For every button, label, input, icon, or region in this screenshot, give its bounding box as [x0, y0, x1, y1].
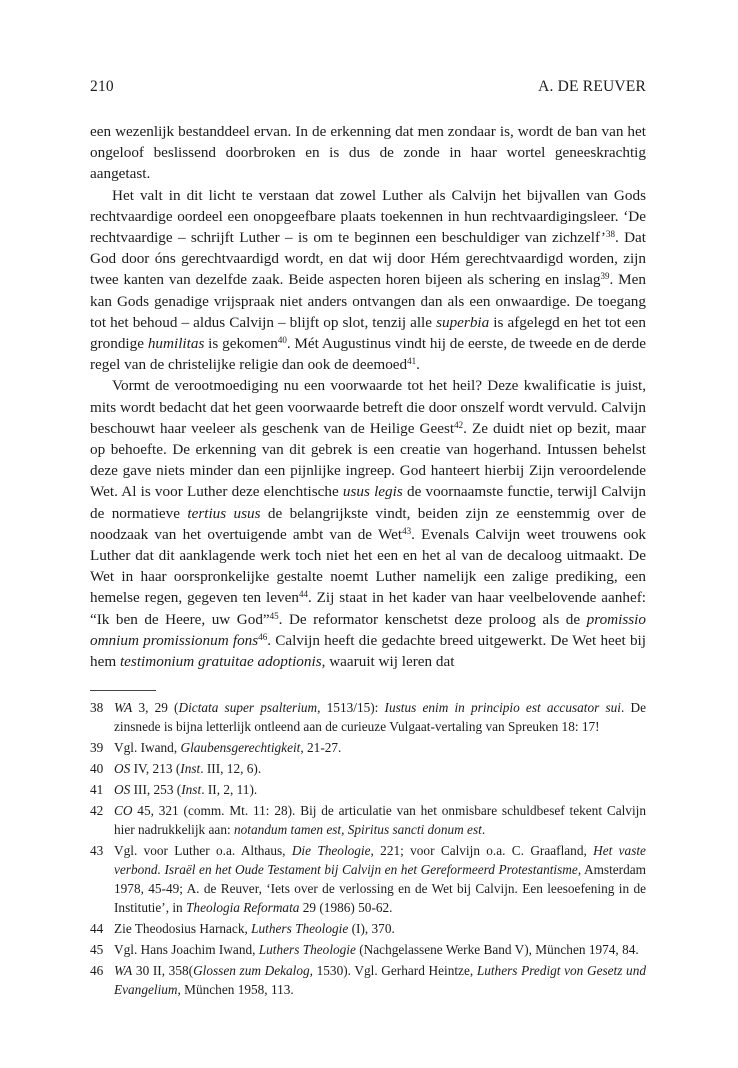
footnote [90, 780, 646, 799]
text-run: Het valt in dit licht te verstaan dat zowel Luther als Calvijn het bijvallen van Gods rechtvaardige oordeel een onopgeefbare plaats toekennen in hun rechtvaardigingsleer. ‘De rechtvaardige – schrijft Luther – is om te beginnen een beschuldiger van zichzelf’ [90, 186, 646, 247]
text-run: Zie Theodosius Harnack, [114, 921, 252, 936]
text-run: . Evenals Calvijn weet trouwens ook Luther dat dit aanklagende werk toch niet het een en het al van de decaloog uitmaakt. De Wet in haar oorspronkelijke gestalte noemt Luther namelijk een zalige prediking, een hemelse regen, gegeven ten leven [90, 525, 647, 607]
italic-text: Die Theologie [291, 843, 371, 858]
footnote [90, 940, 646, 959]
footnote-ref: 39 [600, 271, 610, 282]
text-run: 45, 321 (comm. Mt. 11: 28). Bij de articulatie van het onmisbare schuldbesef tekent Calvijn hier nadrukkelijk aan: [114, 803, 646, 837]
footnote [90, 759, 646, 778]
footnote-number: 43 [90, 843, 104, 858]
text-run: , 1530). Vgl. Gerhard Heintze, [309, 963, 477, 978]
italic-text: Inst [180, 761, 201, 776]
text-run: . Ze duidt niet op bezit, maar op behoefte. De erkenning van dit gebrek is een creatie van hogerhand. Intussen behelst deze gave niets minder dan een pijnlijke ingreep. God hanteert hierbij Zijn veroordelende Wet. Al is voor Luther deze elenchtische [90, 419, 646, 501]
text-run: (Nachgelassene Werke Band V), München 1974, 84. [355, 942, 639, 957]
footnote-number: 44 [90, 921, 104, 936]
footnote-ref: 44 [298, 589, 308, 600]
text-run: Vgl. voor Luther o.a. Althaus, [114, 843, 292, 858]
footnote-ref: 43 [402, 525, 412, 536]
italic-text: Luthers Theologie [258, 942, 356, 957]
text-run: Vormt de verootmoediging nu een voorwaarde tot het heil? Deze kwalificatie is juist, mits wordt bedacht dat het geen voorwaarde betreft die door onszelf wordt vervuld. Calvijn beschouwt haar veeleer als geschenk van de Heilige Geest [90, 377, 646, 437]
text-run: . [416, 356, 420, 374]
footnote-ref: 42 [454, 419, 464, 430]
paragraph [90, 121, 646, 185]
footnote-ref: 38 [605, 229, 615, 240]
italic-text: Het vaste verbond. Israël en het Oude Testament bij Calvijn en het Gereformeerd Protestantisme [114, 843, 646, 877]
text-run: . De reformator kenschetst deze proloog als de [278, 610, 587, 628]
footnote [90, 841, 646, 917]
text-run: de belangrijkste vindt, beiden zijn ze eenstemmig over de noodzaak van het overtuigende ambt van de Wet [90, 504, 647, 543]
running-header [90, 78, 646, 100]
italic-text: WA [114, 963, 133, 978]
footnote-number: 40 [90, 761, 104, 776]
text-run: is gekomen [204, 335, 278, 353]
italic-text: Theologia Reformata [186, 900, 300, 915]
text-run: , 21-27. [300, 740, 342, 755]
footnote-number: 42 [90, 803, 104, 818]
running-head-author: A. DE REUVER [538, 78, 646, 95]
text-run: . III, 12, 6). [200, 761, 262, 776]
italic-text: Dictata super psalterium [178, 700, 318, 715]
footnote [90, 919, 646, 938]
italic-text: tertius usus [187, 504, 261, 522]
footnote-ref: 41 [407, 356, 417, 367]
text-run: . Mét Augustinus vindt hij de eerste, de tweede en de derde regel van de christelijke religie dan ook de deemoed [90, 335, 646, 374]
footnote-ref: 40 [277, 335, 287, 346]
footnote-separator [90, 690, 156, 691]
footnote-number: 45 [90, 942, 104, 957]
text-run: 30 II, 358( [132, 963, 194, 978]
footnotes [90, 698, 646, 1001]
italic-text: superbia [436, 313, 490, 331]
text-run: , Amsterdam 1978, 45-49; A. de Reuver, ‘Iets over de verlossing en de Wet bij Calvijn. Een leesoefening in de Institutie’, in [114, 862, 647, 915]
text-run: . Zij staat in het kader van haar veelbelovende aanhef: “Ik ben de Heere, uw God” [90, 589, 646, 628]
italic-text: Iustus enim in principio est accusator sui [384, 700, 621, 715]
footnote [90, 698, 646, 736]
italic-text: OS [114, 782, 131, 797]
text-run: IV, 213 ( [130, 761, 181, 776]
italic-text: Luthers Theologie [251, 921, 349, 936]
italic-text: Glaubensgerechtigkeit [180, 740, 301, 755]
text-run: . [481, 822, 486, 837]
footnote-number: 46 [90, 963, 104, 978]
text-run: . Dat God door óns gerechtvaardigd wordt, en dat wij door Hém gerechtvaardigd worden, zijn twee kanten van dezelfde zaak. Beide aspecten horen bijeen als schering en inslag [90, 229, 647, 289]
text-run: Vgl. Iwand, [114, 740, 181, 755]
text-run: , waaruit wij leren dat [321, 653, 455, 671]
footnote-number: 39 [90, 740, 104, 755]
footnote [90, 961, 646, 999]
text-run: 3, 29 ( [132, 700, 179, 715]
italic-text: Inst [181, 782, 202, 797]
text-run: Vgl. Hans Joachim Iwand, [114, 942, 259, 957]
text-run: 29 (1986) 50-62. [299, 900, 393, 915]
italic-text: usus legis [342, 483, 403, 501]
text-run: . II, 2, 11). [201, 782, 258, 797]
footnote [90, 801, 646, 839]
paragraph [90, 375, 646, 672]
text-run: de voornaamste functie, terwijl Calvijn de normatieve [90, 483, 646, 522]
italic-text: humilitas [147, 335, 205, 353]
main-text [90, 121, 646, 672]
footnote-ref: 45 [269, 610, 279, 621]
footnote-ref: 46 [258, 631, 268, 642]
text-run: , 221; voor Calvijn o.a. C. Graafland, [370, 843, 594, 858]
text-run: is afgelegd en het tot een grondige [90, 313, 646, 353]
paragraph [90, 185, 646, 376]
footnote [90, 738, 646, 757]
italic-text: notandum tamen est, Spiritus sancti donum est [234, 822, 482, 837]
page-number: 210 [90, 78, 114, 95]
italic-text: OS [114, 761, 131, 776]
italic-text: WA [114, 700, 133, 715]
italic-text: testimonium gratuitae adoptionis [119, 653, 322, 671]
text-run: III, 253 ( [130, 782, 182, 797]
italic-text: promissio omnium promissionum fons [90, 610, 646, 649]
text-run: , 1513/15): [317, 700, 385, 715]
italic-text: Glossen zum Dekalog [193, 963, 310, 978]
italic-text: CO [114, 803, 133, 818]
footnote-number: 38 [90, 700, 104, 715]
text-run: . De zinsnede is bijna letterlijk ontleend aan de curieuze Vulgaat-vertaling van Spreuken 18: 17! [114, 700, 646, 734]
footnote-number: 41 [90, 782, 104, 797]
italic-text: Luthers Predigt von Gesetz und Evangelium [114, 963, 646, 997]
text-run: . Calvijn heeft die gedachte breed uitgewerkt. De Wet heet bij hem [90, 631, 646, 671]
text-run: een wezenlijk bestanddeel ervan. In de erkenning dat men zondaar is, wordt de ban van het ongeloof beslissend doorbroken en is dus de zonde in haar wortel geneeskrachtig aangetast. [90, 123, 646, 183]
text-run: , München 1958, 113. [177, 982, 294, 997]
text-run: (I), 370. [348, 921, 395, 936]
text-run: . Men kan Gods genadige vrijspraak niet anders ontvangen dan als een onwaardige. De toegang tot het behoud – aldus Calvijn – blijft op slot, tenzij alle [90, 271, 647, 331]
